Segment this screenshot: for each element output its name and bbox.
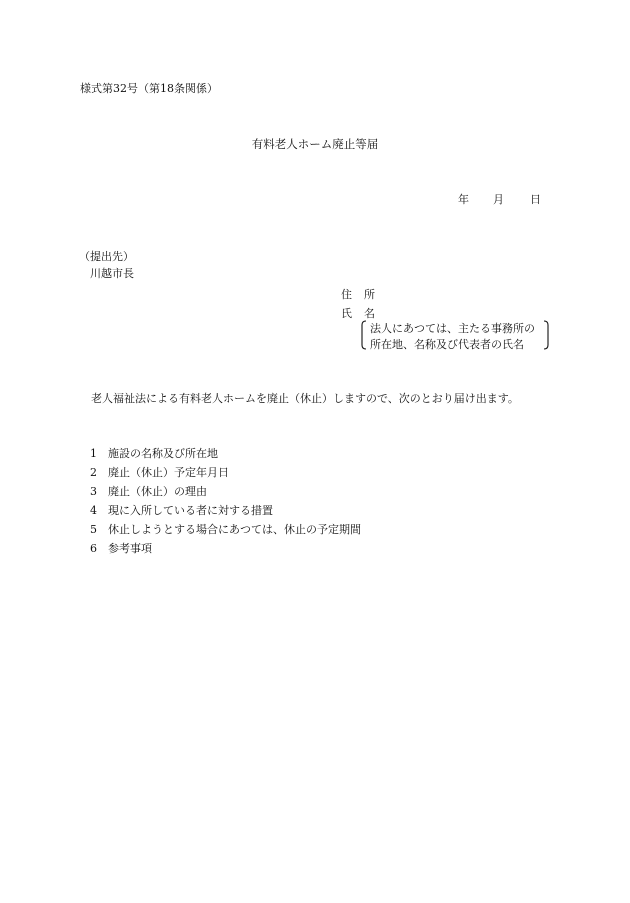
name-label-char-1: 氏: [341, 307, 352, 320]
date-day-label: 日: [530, 193, 541, 206]
corporate-note-line-2: 所在地、名称及び代表者の氏名: [370, 338, 524, 351]
corporate-note-bracket-box: [357, 320, 553, 350]
form-number: 様式第32号（第18条関係）: [80, 82, 218, 95]
list-item: [90, 486, 207, 497]
list-item-text: 参考事項: [108, 542, 152, 555]
list-item: [90, 505, 273, 516]
date-year-label: 年: [458, 193, 469, 206]
list-item-number: 2: [90, 466, 97, 479]
address-label-char-1: 住: [341, 288, 352, 301]
name-label: [341, 308, 375, 319]
corporate-note-line-1: 法人にあつては、主たる事務所の: [370, 322, 535, 335]
document-title: 有料老人ホーム廃止等届: [251, 137, 379, 151]
list-item-text: 休止しようとする場合にあつては、休止の予定期間: [108, 523, 361, 536]
recipient-heading: （提出先）: [79, 250, 134, 263]
list-item: [90, 448, 218, 459]
address-label-char-2: 所: [364, 288, 375, 301]
list-item-number: 1: [90, 447, 97, 460]
list-item-text: 施設の名称及び所在地: [108, 447, 218, 460]
list-item-text: 廃止（休止）の理由: [108, 485, 207, 498]
list-item: [90, 543, 152, 554]
list-item-text: 現に入所している者に対する措置: [108, 504, 273, 517]
recipient-name: 川越市長: [90, 267, 134, 280]
right-bracket: [544, 321, 548, 349]
list-item: [90, 524, 361, 535]
list-item-number: 5: [90, 523, 97, 536]
list-item-number: 3: [90, 485, 97, 498]
name-label-char-2: 名: [364, 307, 375, 320]
list-item-text: 廃止（休止）予定年月日: [108, 466, 229, 479]
body-text: 老人福祉法による有料老人ホームを廃止（休止）しますので、次のとおり届け出ます。: [91, 392, 519, 405]
list-item: [90, 467, 229, 478]
list-item-number: 6: [90, 542, 97, 555]
left-bracket: [362, 321, 366, 349]
list-item-number: 4: [90, 504, 97, 517]
date-month-label: 月: [493, 193, 504, 206]
address-label: [341, 289, 375, 300]
